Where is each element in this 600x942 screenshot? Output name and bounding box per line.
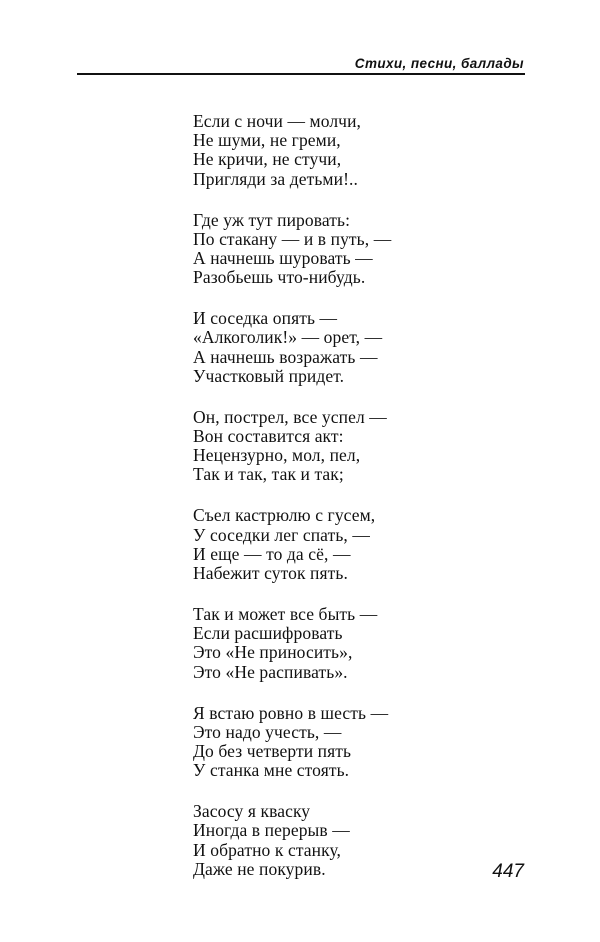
- poem-line: Вон составится акт:: [193, 426, 344, 447]
- page-number: 447: [492, 861, 524, 882]
- poem-line: Если расшифровать: [193, 623, 343, 644]
- stanza: [193, 211, 553, 288]
- poem-line: Засосу я кваску: [193, 801, 311, 822]
- stanza: [193, 112, 553, 189]
- poem-line: Если с ночи — молчи,: [193, 111, 362, 131]
- poem-line: Я встаю ровно в шесть —: [193, 702, 389, 723]
- poem-line: Где уж тут пировать:: [193, 209, 351, 230]
- poem-line: И соседка опять —: [193, 308, 338, 329]
- stanza: [193, 506, 553, 583]
- poem-line: До без четверти пять: [193, 741, 352, 762]
- stanza: [193, 704, 553, 781]
- stanza: [193, 309, 553, 386]
- poem-line: Это надо учесть, —: [193, 721, 342, 742]
- poem-line: Не шуми, не греми,: [193, 130, 341, 151]
- poem-line: Разобьешь что-нибудь.: [193, 267, 366, 288]
- poem-line: Иногда в перерыв —: [193, 820, 350, 841]
- poem-body: [193, 112, 553, 901]
- poem-line: Съел кастрюлю с гусем,: [193, 505, 376, 526]
- poem-line: По стакану — и в путь, —: [193, 228, 392, 249]
- poem-line: А начнешь шуровать —: [193, 248, 373, 269]
- poem-line: А начнешь возражать —: [193, 346, 378, 367]
- poem-line: У соседки лег спать, —: [193, 524, 370, 545]
- poem-line: Набежит суток пять.: [193, 563, 348, 584]
- poem-line: Нецензурно, мол, пел,: [193, 445, 361, 466]
- poem-line: Пригляди за детьми!..: [193, 168, 358, 189]
- poem-line: Так и может все быть —: [193, 604, 378, 625]
- running-title: Стихи, песни, баллады: [354, 56, 524, 71]
- poem-line: Это «Не распивать».: [193, 661, 348, 682]
- poem-line: Участковый придет.: [193, 365, 345, 386]
- poem-line: Даже не покурив.: [193, 858, 326, 879]
- stanza: [193, 605, 553, 682]
- poem-line: И обратно к станку,: [193, 839, 342, 860]
- poem-line: Это «Не приносить»,: [193, 642, 353, 663]
- header-rule: [77, 73, 525, 75]
- poem-line: И еще — то да сё, —: [193, 543, 351, 564]
- poem-line: Не кричи, не стучи,: [193, 149, 342, 170]
- poem-line: «Алкоголик!» — орет, —: [193, 327, 383, 348]
- poem-line: Так и так, так и так;: [193, 464, 344, 485]
- poem-line: У станка мне стоять.: [193, 760, 350, 781]
- poem-line: Он, пострел, все успел —: [193, 406, 387, 427]
- stanza: [193, 408, 553, 485]
